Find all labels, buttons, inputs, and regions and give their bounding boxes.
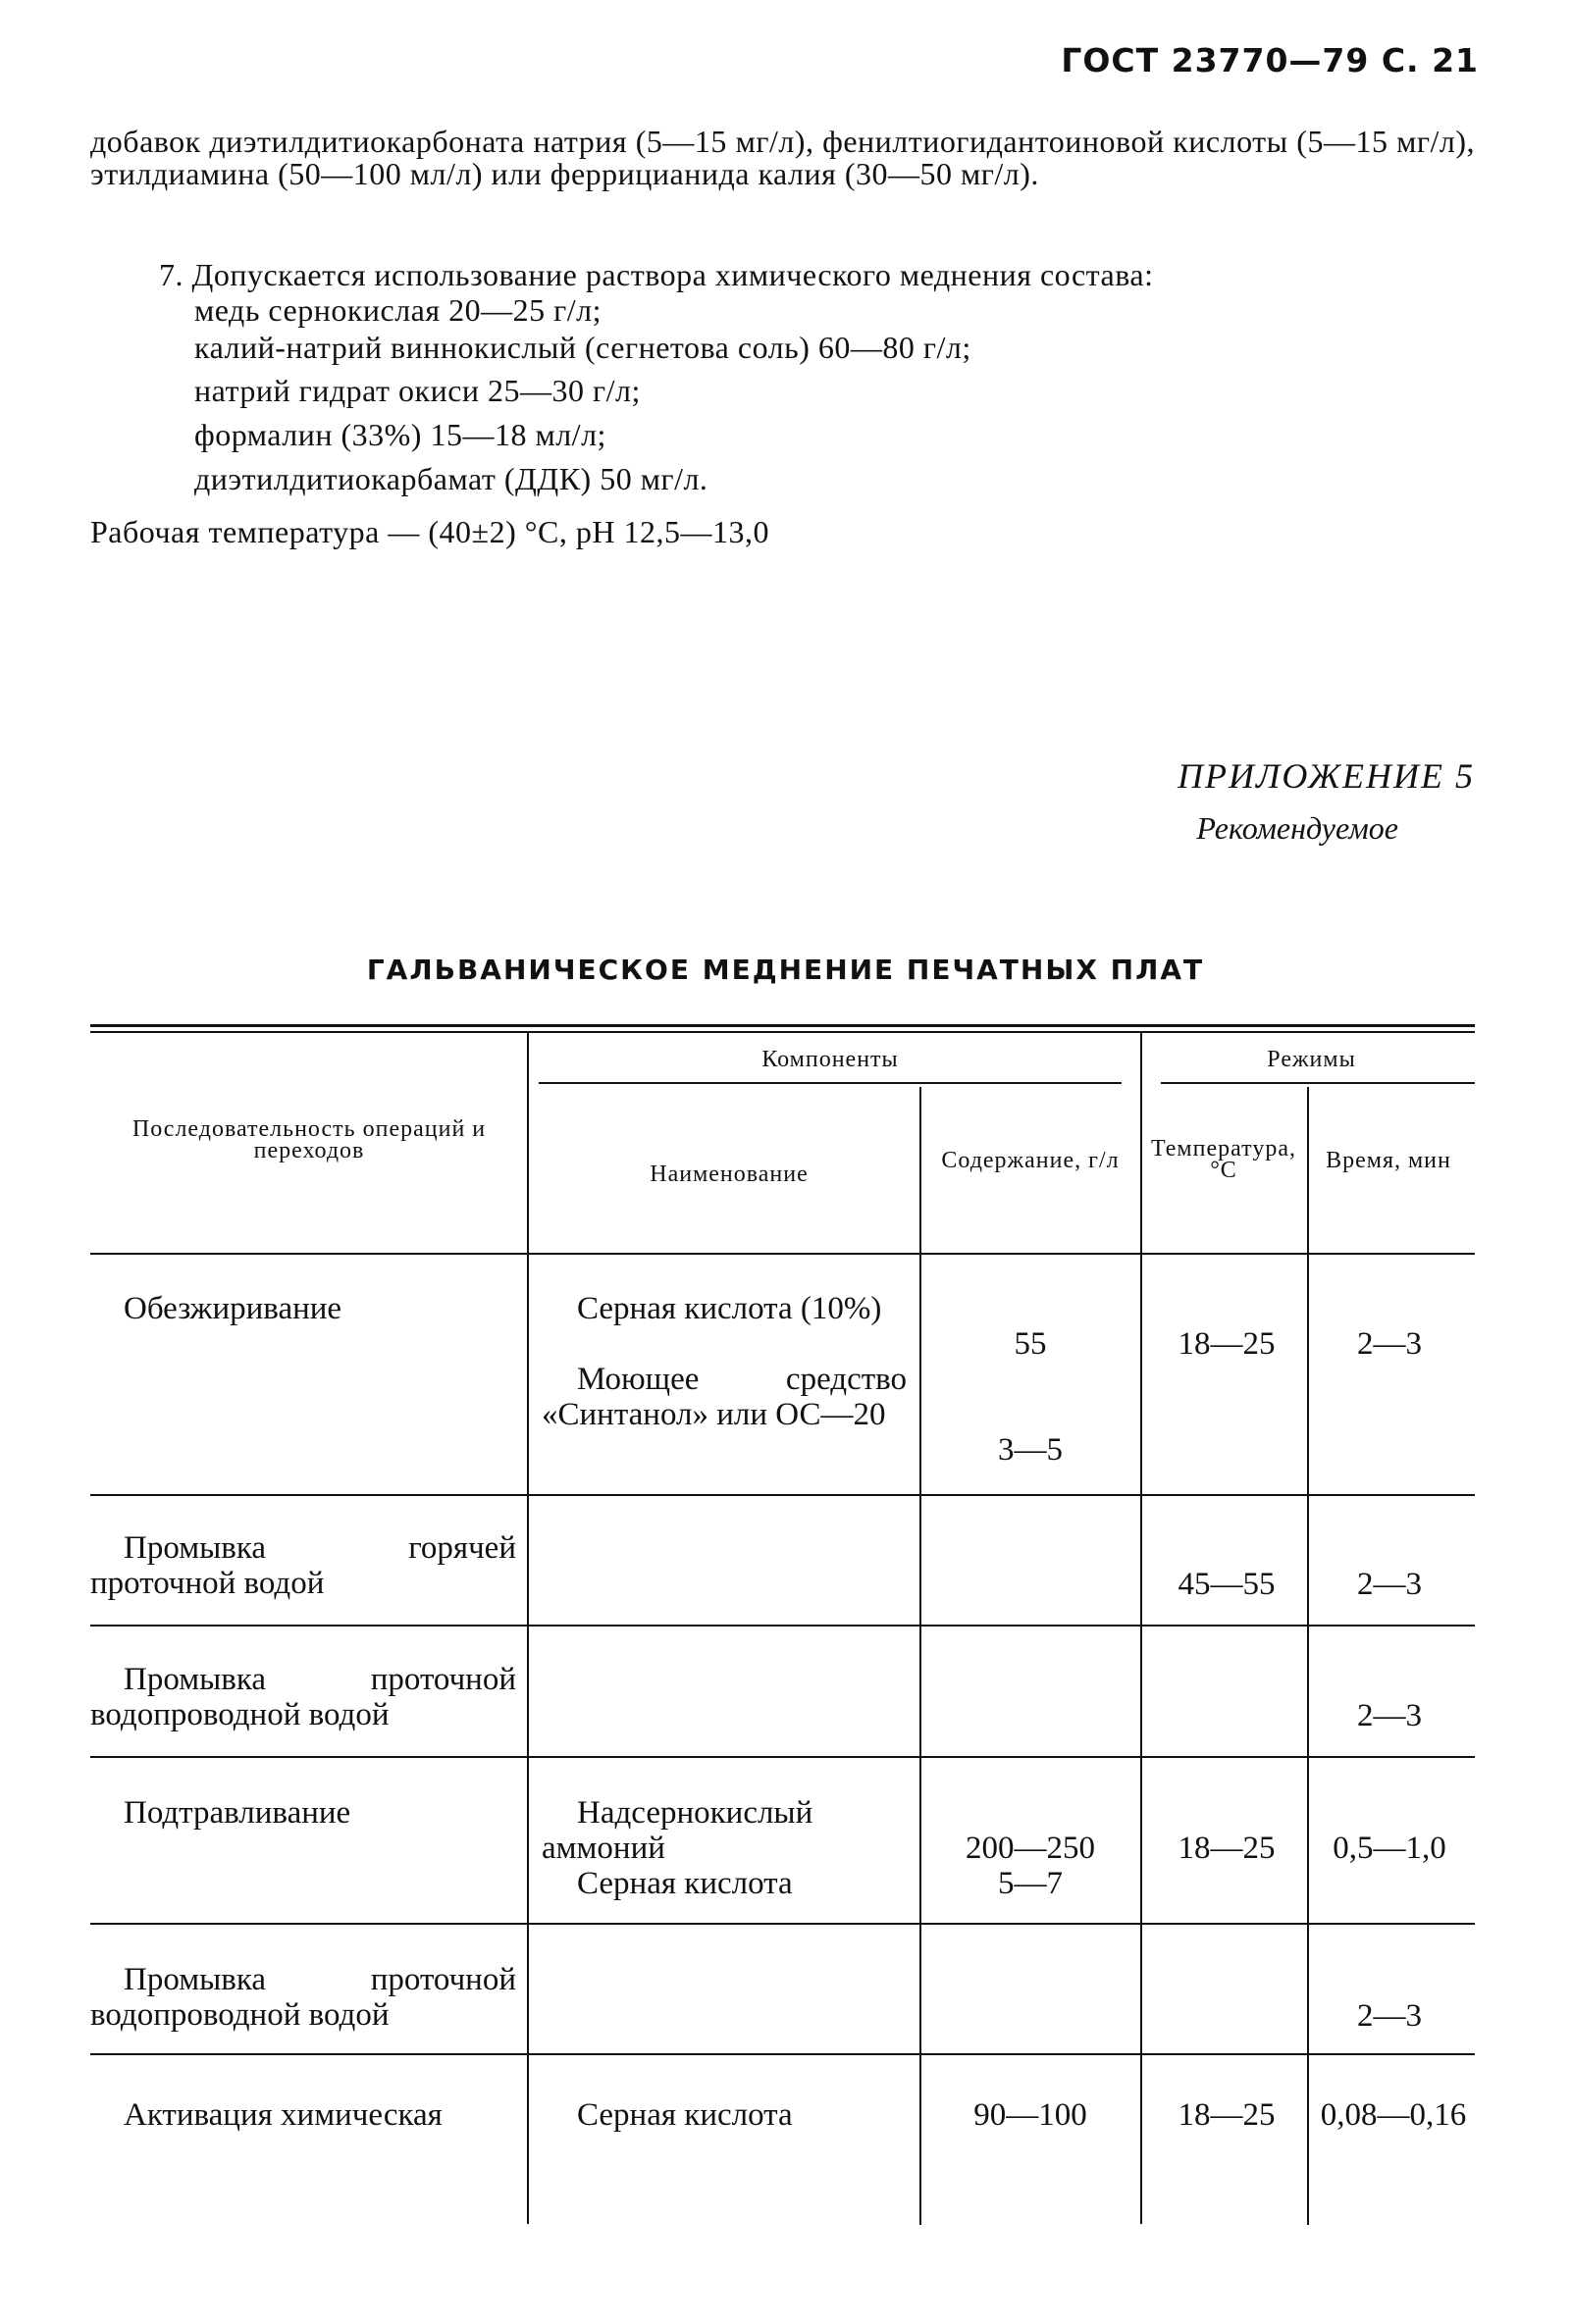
content-cell: 200—250 [966, 1831, 1095, 1866]
header-modes: Режимы [1267, 1047, 1356, 1072]
header-name: Наименование [650, 1162, 809, 1187]
component-cell: Надсернокислый аммоний [542, 1795, 813, 1866]
header-content: Содержание, г/л [941, 1148, 1120, 1173]
operation-cell: Промывка проточной водопроводной водой [90, 1962, 516, 2033]
item-7-title: 7. Допускается использование раствора химического меднения состава: [159, 257, 1154, 292]
time-cell: 2—3 [1357, 1698, 1422, 1733]
header-temperature: Температура, °С [1151, 1136, 1296, 1183]
temperature-cell: 18—25 [1178, 1326, 1276, 1362]
time-cell: 2—3 [1357, 1567, 1422, 1602]
content-cell: 55 [1014, 1326, 1047, 1362]
content-cell: 3—5 [998, 1432, 1063, 1468]
intro-paragraph [90, 126, 1475, 190]
temperature-cell: 18—25 [1178, 2097, 1276, 2133]
item-7-line: формалин (33%) 15—18 мл/л; [194, 417, 606, 452]
header-operations: Последовательность операций и переходов [131, 1116, 487, 1163]
content-cell: 90—100 [973, 2097, 1087, 2133]
content-cell: 5—7 [998, 1866, 1063, 1901]
header-components: Компоненты [761, 1047, 899, 1072]
item-7-line: медь сернокислая 20—25 г/л; [194, 292, 602, 328]
time-cell: 2—3 [1357, 1326, 1422, 1362]
header-time: Время, мин [1326, 1148, 1451, 1173]
time-cell: 2—3 [1357, 1998, 1422, 2034]
item-7-line: диэтилдитиокарбамат (ДДК) 50 мг/л. [194, 461, 708, 496]
time-cell: 0,5—1,0 [1333, 1831, 1446, 1866]
page-header: ГОСТ 23770—79 С. 21 [1061, 41, 1479, 79]
component-cell: Серная кислота (10%) [577, 1291, 882, 1326]
temperature-cell: 45—55 [1178, 1567, 1276, 1602]
continuation-text: добавок диэтилдитиокарбоната натрия (5—15 мг/л), фенилтиогидантоиновой кислоты (5—15 мг/л), этилдиамина (50—100 мл/л) или феррицианида калия (30—50 мг/л). [90, 124, 1475, 191]
item-7-line: натрий гидрат окиси 25—30 г/л; [194, 373, 641, 408]
work-temperature: Рабочая температура — (40±2) °С, рН 12,5—13,0 [90, 514, 769, 549]
operation-cell: Активация химическая [124, 2097, 443, 2133]
table-title: ГАЛЬВАНИЧЕСКОЕ МЕДНЕНИЕ ПЕЧАТНЫХ ПЛАТ [366, 954, 1205, 986]
operation-cell: Промывка проточной водопроводной водой [90, 1662, 516, 1732]
component-cell: Серная кислота [577, 2097, 793, 2133]
component-cell: Серная кислота [577, 1866, 793, 1901]
operation-cell: Подтравливание [124, 1795, 351, 1831]
component-cell: Моющее средство «Синтанол» или ОС—20 [542, 1362, 907, 1432]
time-cell: 0,08—0,16 [1320, 2097, 1467, 2133]
temperature-cell: 18—25 [1178, 1831, 1276, 1866]
item-7-line: калий-натрий виннокислый (сегнетова соль) 60—80 г/л; [194, 330, 971, 365]
operation-cell: Промывка горячей проточной водой [90, 1530, 516, 1601]
appendix-label: ПРИЛОЖЕНИЕ 5 [1178, 756, 1475, 796]
operation-cell: Обезжиривание [124, 1291, 342, 1326]
appendix-status: Рекомендуемое [1196, 810, 1398, 846]
